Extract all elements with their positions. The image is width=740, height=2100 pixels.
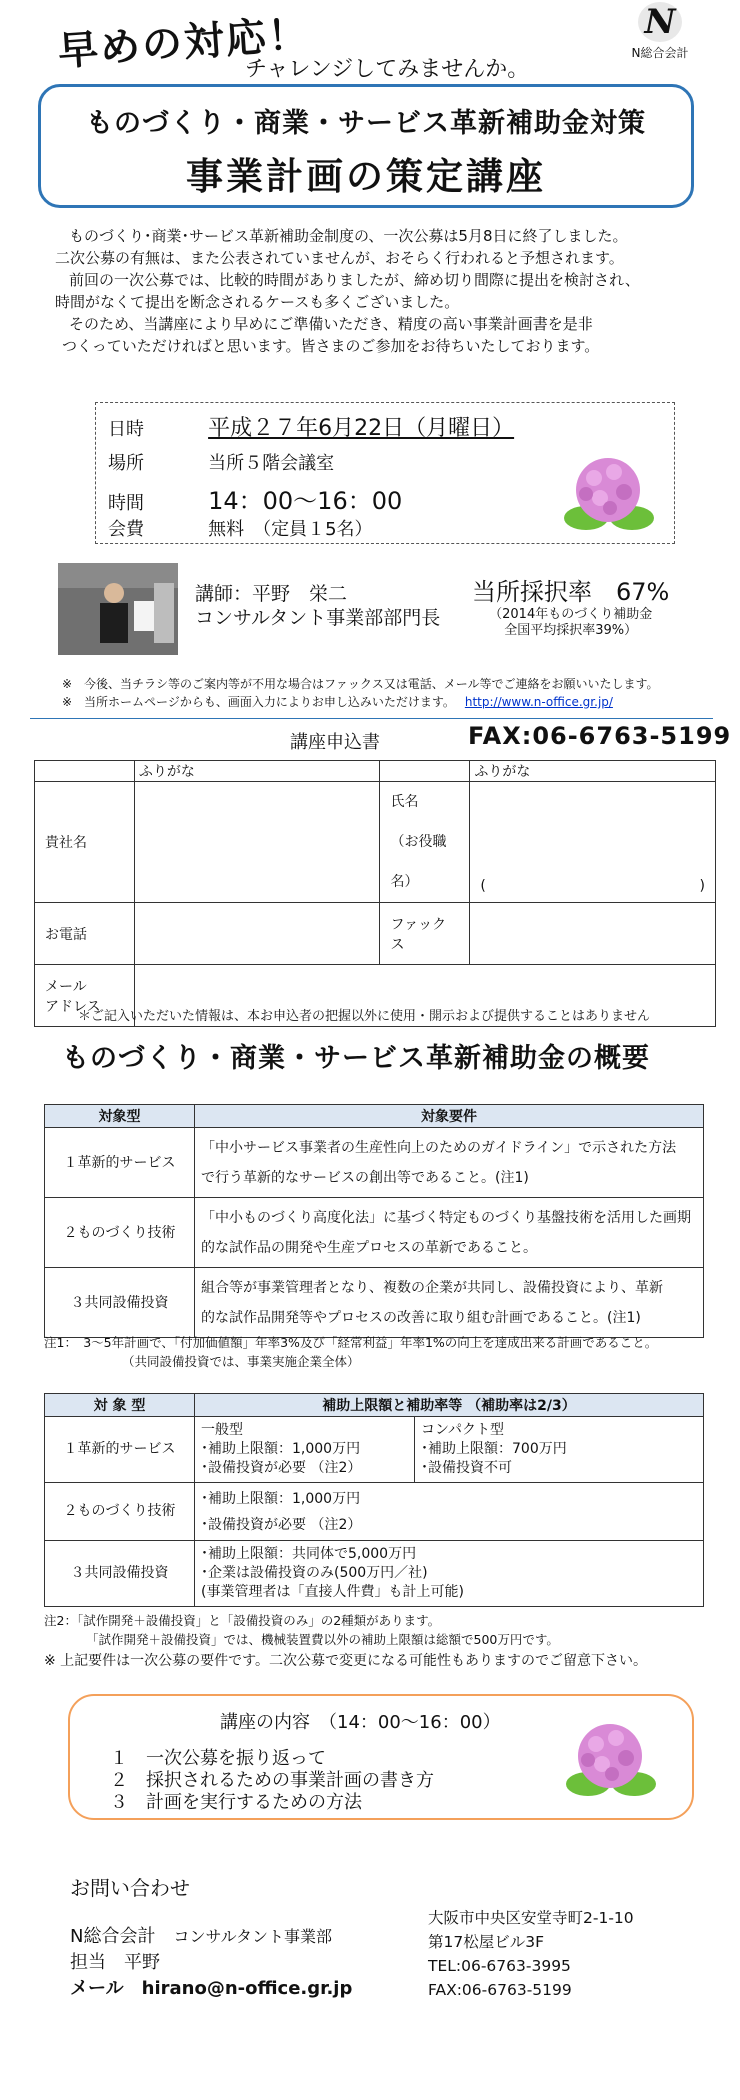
- fax-input[interactable]: [470, 903, 716, 965]
- event-date-row: [108, 411, 514, 442]
- fee-label: 会費: [108, 519, 144, 540]
- table-row: [45, 1541, 704, 1607]
- company-label: 貴社名: [35, 782, 135, 903]
- type-cell: ２ものづくり技術: [45, 1483, 195, 1541]
- hydrangea-icon: [560, 1714, 660, 1804]
- date-label: 日時: [108, 419, 144, 440]
- lecturer-info: [195, 582, 440, 630]
- intro-line: 時間がなくて提出を断念されるケースも多くございました。: [55, 293, 460, 311]
- intro-line: そのため、当講座により早めにご準備いただき、精度の高い事業計画書を是非: [69, 315, 593, 333]
- fax-label: ファックス: [380, 903, 470, 965]
- contact-email[interactable]: hirano@n-office.gr.jp: [141, 1978, 353, 1999]
- title-line-1: ものづくり・商業・サービス革新補助金対策: [86, 108, 646, 139]
- contact-info: [70, 1924, 352, 2002]
- event-time: 14：00～16：00: [208, 487, 403, 515]
- intro-line: 前回の一次公募では、比較的時間がありましたが、締め切り間際に提出を検討され、: [69, 271, 640, 289]
- place-label: 場所: [108, 453, 144, 474]
- application-fax: FAX:06-6763-5199: [468, 722, 732, 750]
- intro-text: [55, 225, 705, 357]
- lecturer-name: 講師：平野 栄二: [195, 583, 348, 605]
- table-row: [45, 1128, 704, 1198]
- type-cell: １革新的サービス: [45, 1417, 195, 1483]
- limits-table: [44, 1393, 704, 1607]
- notice-notes: [62, 675, 659, 711]
- note-web-apply: ※ 当所ホームページからも、画面入力によりお申し込みいただけます。 http://www.n-office.gr.jp/: [62, 695, 613, 709]
- course-contents-title: 講座の内容 （14：00～16：00）: [220, 1712, 501, 1733]
- event-place: 当所５階会議室: [208, 453, 335, 474]
- type-cell: ３共同設備投資: [45, 1541, 195, 1607]
- company-input[interactable]: [134, 782, 380, 903]
- lecturer-role: コンサルタント事業部部門長: [195, 607, 441, 629]
- time-label: 時間: [108, 493, 144, 514]
- subline: チャレンジしてみませんか。: [245, 57, 530, 82]
- phone-input[interactable]: [134, 903, 380, 965]
- event-date: 平成２７年6月22日（月曜日）: [208, 416, 515, 441]
- application-title: 講座申込書: [290, 732, 380, 753]
- contact-fax: FAX:06-6763-5199: [428, 1981, 572, 1999]
- compact-type-cell: コンパクト型 ･補助上限額：700万円 ･設備投資不可: [415, 1417, 704, 1483]
- address-line-2: 第17松屋ビル3F: [428, 1933, 545, 1951]
- privacy-note: ＊ご記入いただいた情報は、本お申込者の把握以外に使用・開示および提供することはありません: [78, 1009, 651, 1024]
- name-label: 氏名 （お役職名）: [380, 782, 470, 903]
- contact-heading: お問い合わせ: [70, 1876, 190, 1900]
- note-1: 注1： 3～5年計画で、「付加価値額」年率3%及び「経常利益」年率1%の向上を達成出来る計画であること。 （共同設備投資では、事業実施企業全体）: [44, 1335, 658, 1369]
- table-row: [45, 1268, 704, 1338]
- rate-sub-2: 全国平均採択率39%）: [504, 623, 638, 638]
- table-header: 対 象 型: [45, 1394, 195, 1417]
- type-cell: ２ものづくり技術: [45, 1198, 195, 1268]
- overview-title: ものづくり・商業・サービス革新補助金の概要: [62, 1043, 650, 1074]
- limit-cell: ･補助上限額：共同体で5,000万円 ･企業は設備投資のみ(500万円／社) (事業管理者は「直接人件費」も計上可能): [195, 1541, 704, 1607]
- contact-tel: TEL:06-6763-3995: [428, 1957, 571, 1975]
- limit-cell: ･補助上限額：1,000万円 ･設備投資が必要 （注2）: [195, 1483, 704, 1541]
- phone-label: お電話: [35, 903, 135, 965]
- table-row: [45, 1198, 704, 1268]
- course-contents-list: [110, 1748, 434, 1814]
- contact-mail-label: メール: [70, 1978, 124, 1999]
- adoption-rate: [472, 572, 669, 639]
- furigana-label: ふりがな: [470, 761, 716, 782]
- application-form: [34, 760, 716, 1027]
- logo-mark: N: [638, 2, 682, 42]
- course-contents-box: [68, 1694, 694, 1820]
- furigana-label: ふりがな: [134, 761, 380, 782]
- rate-sub-1: （2014年ものづくり補助金: [489, 607, 653, 622]
- type-cell: ３共同設備投資: [45, 1268, 195, 1338]
- website-link[interactable]: http://www.n-office.gr.jp/: [464, 695, 613, 709]
- intro-line: 二次公募の有無は、また公表されていませんが、おそらく行われると予想されます。: [55, 249, 624, 267]
- hydrangea-icon: [558, 448, 658, 538]
- logo-text: N総合会計: [631, 46, 689, 60]
- event-place-row: [108, 449, 334, 475]
- type-cell: １革新的サービス: [45, 1128, 195, 1198]
- requirement-cell: 組合等が事業管理者となり、複数の企業が共同し、設備投資により、革新 的な試作品開発等やプロセスの改善に取り組む計画であること。(注1): [195, 1268, 704, 1338]
- requirement-cell: 「中小サービス事業者の生産性向上のためのガイドライン」で示された方法 で行う革新的なサービスの創出等であること。(注1): [195, 1128, 704, 1198]
- lecturer-photo: [58, 563, 178, 655]
- note-unsubscribe: ※ 今後、当チラシ等のご案内等が不用な場合はファックス又は電話、メール等でご連絡をお願いいたします。: [62, 677, 659, 691]
- list-item: ３ 計画を実行するための方法: [110, 1792, 362, 1813]
- list-item: ２ 採択されるための事業計画の書き方: [110, 1770, 434, 1791]
- event-fee: 無料 （定員１5名）: [208, 519, 373, 540]
- email-label: メール アドレス: [35, 965, 135, 1027]
- intro-line: ものづくり･商業･サービス革新補助金制度の、一次公募は5月8日に終了しました。: [69, 227, 628, 245]
- divider: [30, 718, 713, 719]
- intro-line: つくっていただければと思います。皆さまのご参加をお待ちいたしております。: [62, 337, 600, 355]
- table-row: [45, 1483, 704, 1541]
- list-item: １ 一次公募を振り返って: [110, 1748, 326, 1769]
- name-input[interactable]: ( ): [470, 782, 716, 903]
- table-header: 補助上限額と補助率等 （補助率は2/3）: [195, 1394, 704, 1417]
- event-details: [95, 402, 675, 544]
- rate-main: 当所採択率 67%: [472, 578, 670, 606]
- contact-dept: コンサルタント事業部: [173, 1927, 333, 1946]
- requirement-cell: 「中小ものづくり高度化法」に基づく特定ものづくり基盤技術を活用した画期 的な試作品の開発や生産プロセスの革新であること。: [195, 1198, 704, 1268]
- note-2: 注2：「試作開発＋設備投資」と「設備投資のみ」の2種類があります。 「試作開発＋設備投資」では、機械装置費以外の補助上限額は総額で500万円です。: [44, 1613, 559, 1647]
- contact-person: 担当 平野: [70, 1952, 160, 1973]
- address-line-1: 大阪市中央区安堂寺町2-1-10: [428, 1909, 634, 1927]
- title-line-2: 事業計画の策定講座: [186, 155, 546, 198]
- note-3: ※ 上記要件は一次公募の要件です。二次公募で変更になる可能性もありますのでご留意下さい。: [44, 1653, 648, 1669]
- table-header: 対象要件: [195, 1105, 704, 1128]
- address-block: [428, 1906, 634, 2002]
- contact-org: N総合会計: [70, 1926, 156, 1947]
- general-type-cell: 一般型 ･補助上限額：1,000万円 ･設備投資が必要 （注2）: [195, 1417, 415, 1483]
- table-row: [45, 1417, 704, 1483]
- headline: 早めの対応！: [56, 11, 312, 76]
- event-time-row: [108, 481, 402, 516]
- requirements-table: [44, 1104, 704, 1338]
- title-box: [38, 84, 694, 208]
- event-fee-row: [108, 515, 373, 541]
- table-header: 対象型: [45, 1105, 195, 1128]
- company-logo: [615, 2, 705, 61]
